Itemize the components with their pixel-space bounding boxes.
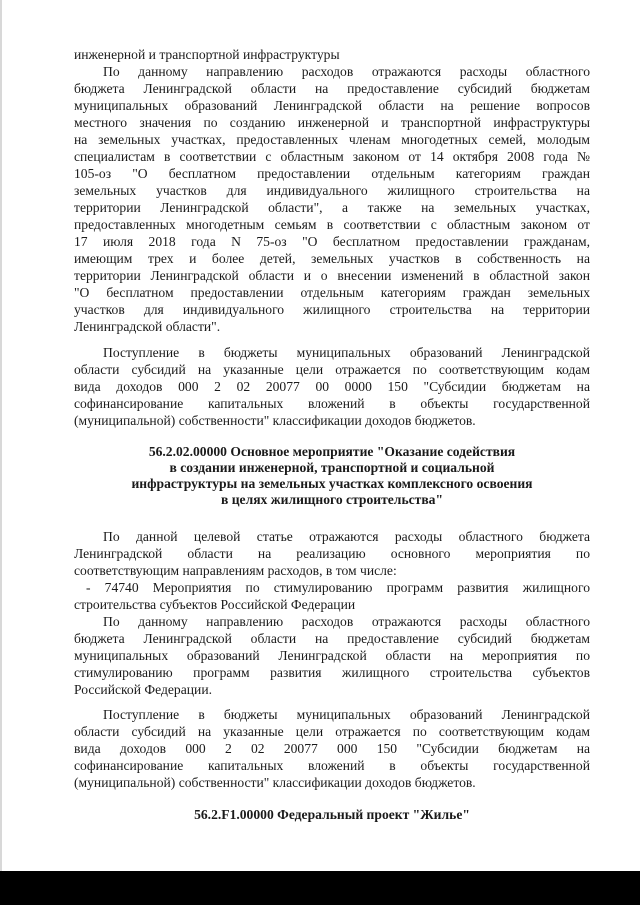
section-heading-line: инфраструктуры на земельных участках комплексного освоения <box>131 476 533 491</box>
text-line: Ленинградской области на реализацию основного мероприятия по <box>74 546 590 561</box>
section-heading: 56.2.F1.00000 Федеральный проект "Жилье" <box>194 807 470 822</box>
text-line: предоставленных многодетным семьям в соответствии с областным законом от <box>74 217 590 232</box>
text-line: муниципальных образований Ленинградской области на мероприятия по <box>74 648 590 663</box>
text-line: земельных участков для индивидуального жилищного строительства на <box>74 183 590 198</box>
text-line: на земельных участках, предоставленных членам многодетных семей, молодым <box>74 132 590 147</box>
text-line: софинансирование капитальных вложений в объекты государственной <box>74 758 590 773</box>
text-line: соответствующим направлениям расходов, в том числе: <box>74 563 397 578</box>
text-line: (муниципальной) собственности" классификации доходов бюджетов. <box>74 775 476 790</box>
text-line: По данной целевой статье отражаются расходы областного бюджета <box>103 529 590 544</box>
text-line: 17 июля 2018 года N 75-оз "О бесплатном предоставлении гражданам, <box>74 234 590 249</box>
section-heading-line: 56.2.02.00000 Основное мероприятие "Оказание содействия <box>148 444 516 459</box>
text-line: вида доходов 000 2 02 20077 00 0000 150 "Субсидии бюджетам на <box>74 379 590 394</box>
text-line: По данному направлению расходов отражаются расходы областного <box>103 614 590 629</box>
list-item: - 74740 Мероприятия по стимулированию программ развития жилищного <box>86 580 590 595</box>
text-line: области субсидий на указанные цели отражается по соответствующим кодам <box>74 362 590 377</box>
text-line: бюджета Ленинградской области на предоставление субсидий бюджетам <box>74 631 590 646</box>
text-line: инженерной и транспортной инфраструктуры <box>74 47 340 62</box>
text-line: (муниципальной) собственности" классификации доходов бюджетов. <box>74 413 476 428</box>
scan-bottom-border <box>0 871 640 905</box>
text-line: муниципальных образований Ленинградской области на решение вопросов <box>74 98 590 113</box>
text-line: бюджета Ленинградской области на предоставление субсидий бюджетам <box>74 81 590 96</box>
text-line: "О бесплатном предоставлении отдельным категориям граждан земельных <box>74 285 590 300</box>
text-line: Поступление в бюджеты муниципальных образований Ленинградской <box>103 707 590 722</box>
text-line: территории Ленинградской области и о внесении изменений в областной закон <box>74 268 590 283</box>
text-line: территории Ленинградской области", а также на земельных участках, <box>74 200 590 215</box>
text-line: области субсидий на указанные цели отражается по соответствующим кодам <box>74 724 590 739</box>
section-heading-line: в создании инженерной, транспортной и социальной <box>169 460 495 475</box>
section-heading-line: в целях жилищного строительства" <box>220 492 444 507</box>
text-line: участков для индивидуального жилищного строительства на территории <box>74 302 590 317</box>
scan-edge-line <box>0 0 2 871</box>
text-line: Поступление в бюджеты муниципальных образований Ленинградской <box>103 345 590 360</box>
text-line: 105-оз "О бесплатном предоставлении отдельным категориям граждан <box>74 166 590 181</box>
text-line: имеющим трех и более детей, земельных участков в собственность на <box>74 251 590 266</box>
text-line: софинансирование капитальных вложений в объекты государственной <box>74 396 590 411</box>
text-line: По данному направлению расходов отражаются расходы областного <box>103 64 590 79</box>
text-line: специалистам в соответствии с областным законом от 14 октября 2008 года № <box>74 149 590 164</box>
text-line: местного значения по созданию инженерной и транспортной инфраструктуры <box>74 115 590 130</box>
text-line: стимулированию программ развития жилищного строительства субъектов <box>74 665 590 680</box>
text-line: Ленинградской области". <box>74 319 221 334</box>
text-line: вида доходов 000 2 02 20077 000 150 "Субсидии бюджетам на <box>74 741 590 756</box>
text-line: Российской Федерации. <box>74 682 212 697</box>
text-line: строительства субъектов Российской Федерации <box>74 597 356 612</box>
